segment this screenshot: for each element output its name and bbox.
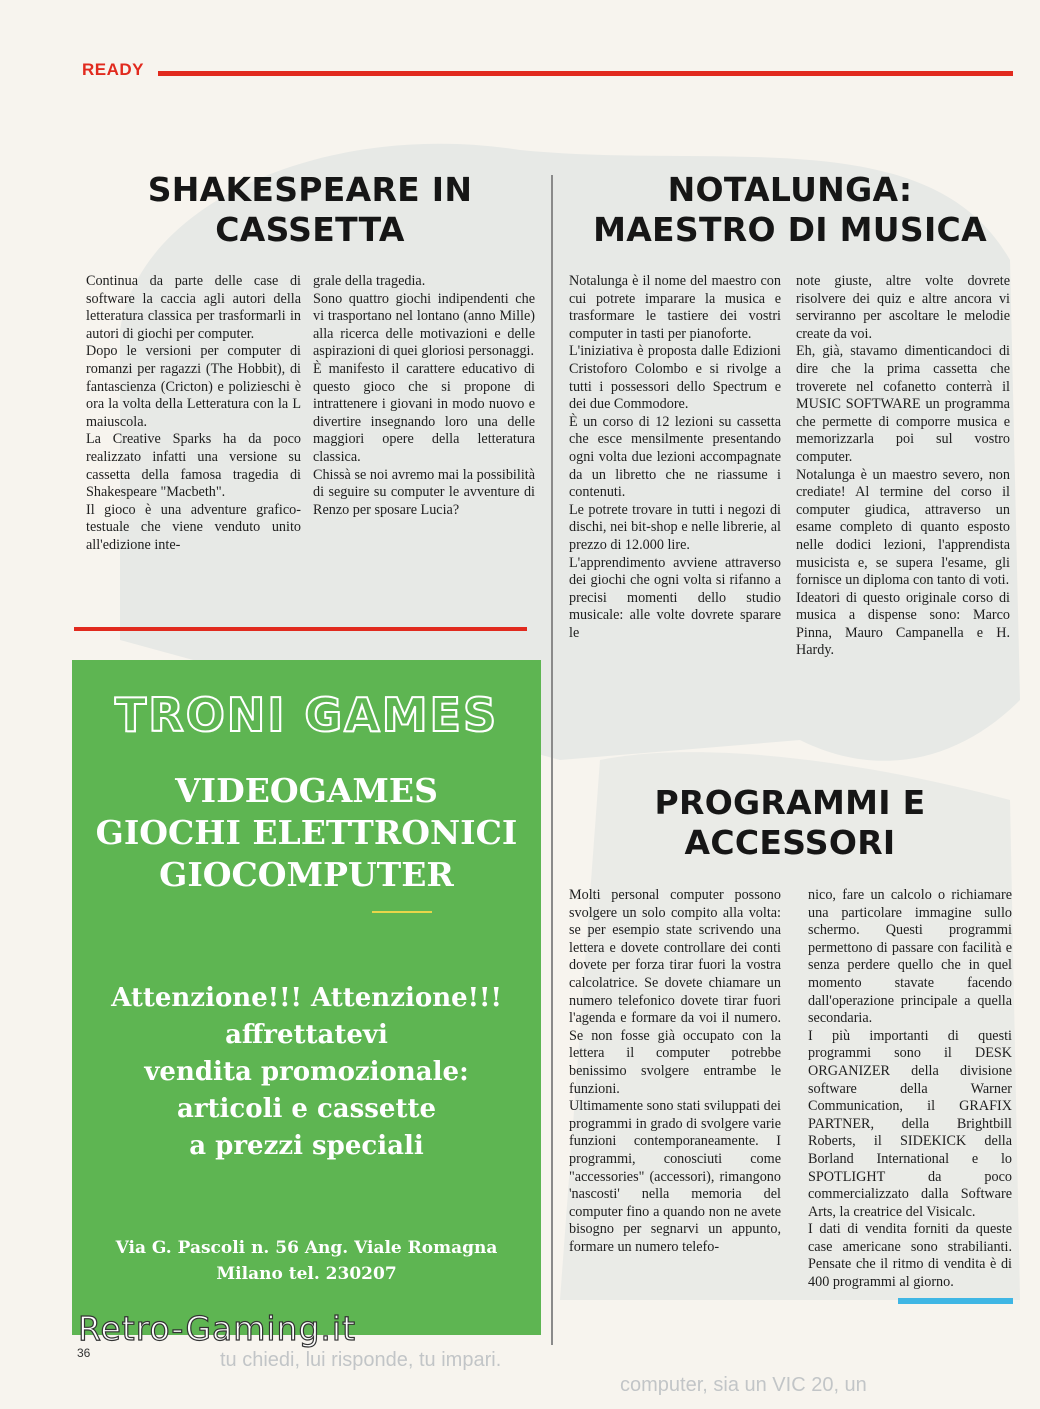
ad-line: GIOCHI ELETTRONICI bbox=[95, 813, 518, 852]
article2-column-1 bbox=[569, 273, 781, 642]
ad-line: a prezzi speciali bbox=[189, 1131, 424, 1161]
title-line: SHAKESPEARE IN bbox=[147, 170, 473, 209]
paragraph: note giuste, altre volte dovrete risolvere dei quiz e altre ancora vi serviranno per ascoltare le melodie create da voi. bbox=[796, 273, 1010, 342]
paragraph: I dati di vendita forniti da queste case americane sono strabilianti. Pensate che il ritmo di vendita è di 400 programmi al giorno. bbox=[808, 1221, 1012, 1291]
paragraph: Ideatori di questo originale corso di musica a dispense sono: Marco Pinna, Mauro Campanella e H. Hardy. bbox=[796, 589, 1010, 659]
paragraph: grale della tragedia. bbox=[313, 273, 426, 289]
ad-address-line: Milano tel. 230207 bbox=[216, 1264, 397, 1284]
ad-address-line: Via G. Pascoli n. 56 Ang. Viale Romagna bbox=[115, 1238, 498, 1258]
site-watermark: Retro-Gaming.it bbox=[78, 1309, 357, 1348]
ad-line: vendita promozionale: bbox=[144, 1057, 469, 1087]
article2-column-2 bbox=[796, 273, 1010, 660]
ad-product-lines bbox=[72, 770, 541, 896]
article-title-shakespeare bbox=[100, 170, 520, 250]
paragraph: È un corso di 12 lezioni su cassetta che esce mensilmente presentando ogni volta due lezioni accompagnate da un libretto che ne riassume i contenuti. bbox=[569, 413, 781, 501]
paragraph: Molti personal computer possono svolgere un solo compito alla volta: se per esempio state scrivendo una lettera e dovete controllare dei conti dovete per forza tirar fuori la vostra calcolatrice. Se dovete chiamare un numero telefonico dovete tirar fuori l'agenda e formare da voi il numero. Se non fosse già occupato con la lettera il computer potrebbe benissimo svolgere entrambe le funzioni. bbox=[569, 887, 781, 1097]
paragraph: I più importanti di questi programmi sono il DESK ORGANIZER della divisione software della Warner Communication, il GRAFIX PARTNER, della Brightbill Roberts, il SIDEKICK della Borland International e lo SPOTLIGHT da poco commercializzato dalla Software Arts, la creatrice del Visicalc. bbox=[808, 1027, 1012, 1220]
show-through-text-right: computer, sia un VIC 20, un bbox=[620, 1374, 867, 1396]
paragraph: nico, fare un calcolo o richiamare una particolare immagine sullo schermo. Questi programmi permettono di passare con facilità e senza perdere quello che in quel momento stavate facendo dall'operazione principale a quella secondaria. bbox=[808, 887, 1012, 1027]
article1-column-1 bbox=[86, 273, 301, 555]
paragraph: Sono quattro giochi indipendenti che vi trasportano nel lontano (anno Mille) alla ricerca delle motivazioni e delle aspirazioni di quei gloriosi personaggi. bbox=[313, 290, 535, 360]
paragraph: L'iniziativa è proposta dalle Edizioni Cristoforo Colombo e si rivolge a tutti i possessori dello Spectrum e dei due Commodore. bbox=[569, 343, 781, 413]
article-title-programmi bbox=[580, 783, 1000, 863]
header-rule bbox=[158, 71, 1013, 76]
page-number: 36 bbox=[77, 1346, 91, 1360]
paragraph: Le potrete trovare in tutti i negozi di dischi, nei bit-shop e nelle librerie, al prezzo di 12.000 lire. bbox=[569, 501, 781, 553]
article1-column-2 bbox=[313, 273, 535, 519]
paragraph: Notalunga è il nome del maestro con cui potrete imparare la musica e trasformare le tastiere dei vostri computer in tasti per pianoforte. bbox=[569, 273, 781, 342]
paragraph: Chissà se noi avremo mai la possibilità di seguire su computer le avventure di Renzo per sposare Lucia? bbox=[313, 466, 535, 518]
ad-line: affrettatevi bbox=[225, 1020, 388, 1050]
ad-line: GIOCOMPUTER bbox=[159, 855, 454, 894]
ad-line: VIDEOGAMES bbox=[175, 771, 438, 810]
paragraph: L'apprendimento avviene attraverso dei giochi che ogni volta si rifanno a precisi momenti dello studio musicale: alle volte dovrete sparare le bbox=[569, 554, 781, 641]
ad-address bbox=[72, 1235, 541, 1287]
title-line: PROGRAMMI E bbox=[654, 783, 926, 822]
paragraph: Eh, già, stavamo dimenticandoci di dire che la prima cassetta che troverete nel cofanetto conterrà il MUSIC SOFTWARE un programma che permette di comporre musica e memorizzarla poi sul vostro computer. bbox=[796, 343, 1010, 465]
accent-bar-blue bbox=[898, 1298, 1013, 1304]
title-line: MAESTRO DI MUSICA bbox=[593, 210, 987, 249]
column-divider bbox=[551, 175, 553, 1345]
paragraph: Ultimamente sono stati sviluppati dei programmi in grado di svolgere varie funzioni contemporaneamente. I programmi, conosciuti come "accessories" (accessori), rimangono 'nascosti' nella memoria del computer fino a quando non ne avete bisogno per segnarvi un appunto, formare un numero telefo- bbox=[569, 1098, 781, 1255]
paragraph: La Creative Sparks ha da poco realizzato infatti una versione su cassetta della famosa tragedia di Shakespeare "Macbeth". bbox=[86, 431, 301, 501]
article3-column-2 bbox=[808, 887, 1012, 1292]
paragraph: È manifesto il carattere educativo di questo gioco che si propone di intrattenere i giovani in modo nuovo e divertire insegnando loro una delle maggiori opere della letteratura classica. bbox=[313, 360, 535, 465]
ad-promo-lines bbox=[72, 980, 541, 1165]
paragraph: Continua da parte delle case di software la caccia agli autori della letteratura classica per trasformarli in autori di giochi per computer. bbox=[86, 273, 301, 342]
section-rule bbox=[74, 627, 527, 631]
paragraph: Dopo le versioni per computer di romanzi per ragazzi (The Hobbit), di fantascienza (Cricton) e polizieschi è ora la volta della Letteratura con la L maiuscola. bbox=[86, 343, 301, 430]
title-line: CASSETTA bbox=[215, 210, 405, 249]
article3-column-1 bbox=[569, 887, 781, 1256]
show-through-text-left: tu chiedi, lui risponde, tu impari. bbox=[220, 1349, 502, 1371]
title-line: NOTALUNGA: bbox=[667, 170, 913, 209]
troni-games-ad bbox=[72, 660, 541, 1335]
title-line: ACCESSORI bbox=[684, 823, 896, 862]
section-label: READY bbox=[82, 60, 145, 79]
ad-line: Attenzione!!! Attenzione!!! bbox=[111, 983, 502, 1013]
paragraph: Notalunga è un maestro severo, non crediate! Al termine del corso il computer giudica, attraverso un esame completo di quanto esposto nelle dodici lezioni, l'apprendista musicista e, se supera l'esame, gli fornisce un diploma con tanto di voti. bbox=[796, 466, 1010, 589]
ad-line: articoli e cassette bbox=[176, 1094, 437, 1124]
article-title-notalunga bbox=[580, 170, 1000, 250]
paragraph: Il gioco è una adventure grafico-testuale che viene venduto unito all'edizione inte- bbox=[86, 501, 301, 553]
ad-accent-bar bbox=[372, 911, 432, 913]
ad-brand-logo: TRONI GAMES bbox=[114, 688, 499, 742]
